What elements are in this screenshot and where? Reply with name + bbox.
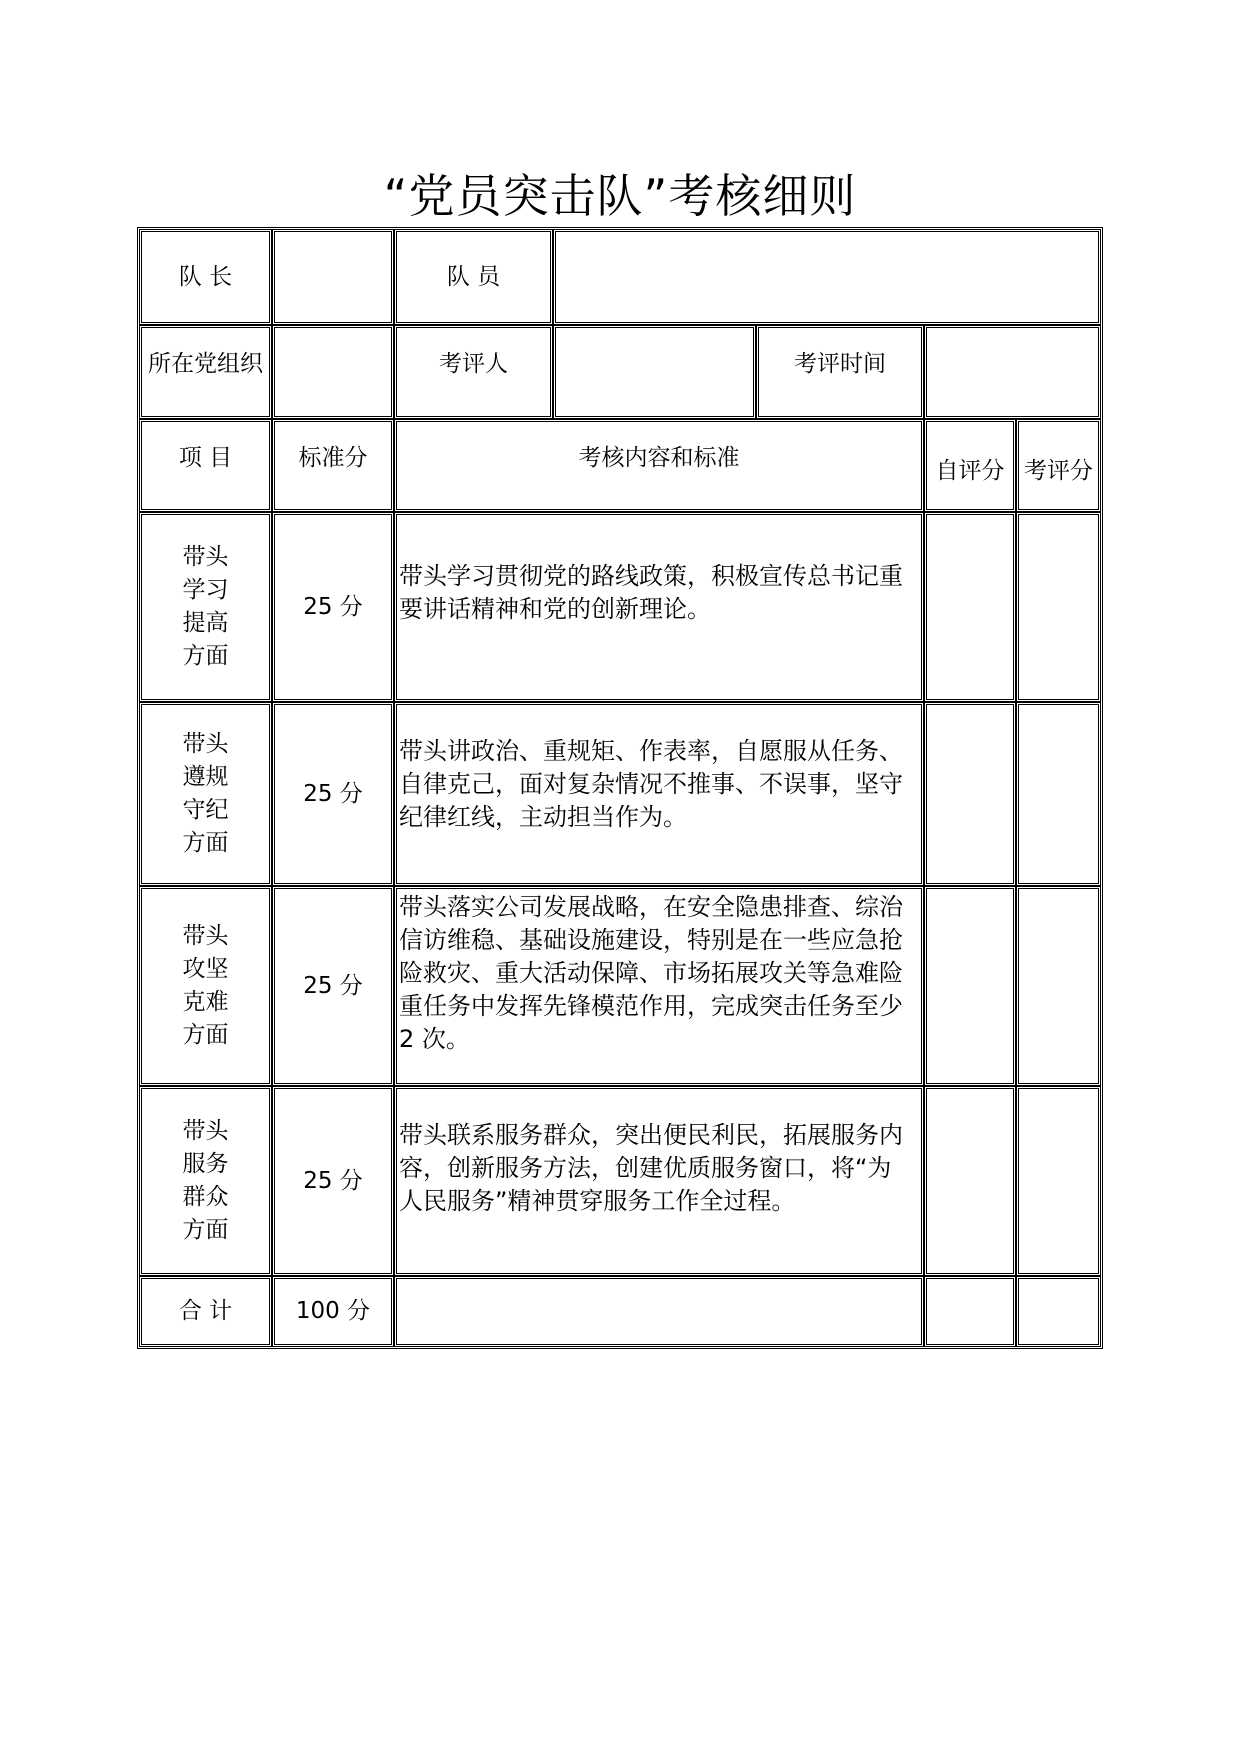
reviewer-label: 考评人 <box>394 325 553 419</box>
review-time-field[interactable] <box>924 325 1101 419</box>
content-discipline: 带头讲政治、重规矩、作表率，自愿服从任务、自律克己，面对复杂情况不推事、不误事，坚守纪律红线，主动担当作为。 <box>394 702 924 886</box>
score-study: 25 分 <box>272 512 394 702</box>
total-score: 100 分 <box>272 1276 394 1347</box>
total-review-score[interactable] <box>1016 1276 1101 1347</box>
item-line: 提高 <box>182 610 229 636</box>
members-label: 队 员 <box>394 229 553 325</box>
item-line: 服务 <box>182 1151 229 1177</box>
item-discipline <box>139 702 272 886</box>
item-line: 带头 <box>182 1118 229 1144</box>
item-line: 方面 <box>182 1217 229 1243</box>
item-line: 带头 <box>182 731 229 757</box>
content-service: 带头联系服务群众，突出便民利民，拓展服务内容，创新服务方法，创建优质服务窗口，将“为人民服务”精神贯穿服务工作全过程。 <box>394 1086 924 1276</box>
total-content <box>394 1276 924 1347</box>
captain-label: 队 长 <box>139 229 272 325</box>
header-standard-score: 标准分 <box>272 419 394 512</box>
item-line: 方面 <box>182 643 229 669</box>
self-score-tackle[interactable] <box>924 886 1016 1086</box>
review-time-label: 考评时间 <box>756 325 924 419</box>
content-tackle: 带头落实公司发展战略，在安全隐患排查、综治信访维稳、基础设施建设，特别是在一些应急抢险救灾、重大活动保障、市场拓展攻关等急难险重任务中发挥先锋模范作用，完成突击任务至少 2 次。 <box>394 886 924 1086</box>
item-line: 带头 <box>182 544 229 570</box>
self-score-study[interactable] <box>924 512 1016 702</box>
item-line: 遵规 <box>182 764 229 790</box>
item-study <box>139 512 272 702</box>
org-label: 所在党组织 <box>139 325 272 419</box>
score-discipline: 25 分 <box>272 702 394 886</box>
total-label: 合 计 <box>139 1276 272 1347</box>
self-score-discipline[interactable] <box>924 702 1016 886</box>
header-self-score: 自评分 <box>924 419 1016 512</box>
header-item: 项 目 <box>139 419 272 512</box>
reviewer-field[interactable] <box>553 325 756 419</box>
header-review-score: 考评分 <box>1016 419 1101 512</box>
item-line: 攻坚 <box>182 956 229 982</box>
review-score-discipline[interactable] <box>1016 702 1101 886</box>
item-line: 守纪 <box>182 797 229 823</box>
review-score-tackle[interactable] <box>1016 886 1101 1086</box>
item-line: 方面 <box>182 830 229 856</box>
item-line: 带头 <box>182 923 229 949</box>
score-tackle: 25 分 <box>272 886 394 1086</box>
review-score-service[interactable] <box>1016 1086 1101 1276</box>
content-study: 带头学习贯彻党的路线政策，积极宣传总书记重要讲话精神和党的创新理论。 <box>394 512 924 702</box>
item-line: 群众 <box>182 1184 229 1210</box>
item-service <box>139 1086 272 1276</box>
item-line: 学习 <box>182 577 229 603</box>
item-line: 方面 <box>182 1022 229 1048</box>
page-title: “党员突击队”考核细则 <box>383 169 857 223</box>
item-tackle <box>139 886 272 1086</box>
review-score-study[interactable] <box>1016 512 1101 702</box>
item-line: 克难 <box>182 989 229 1015</box>
total-self-score[interactable] <box>924 1276 1016 1347</box>
header-content: 考核内容和标准 <box>394 419 924 512</box>
org-field[interactable] <box>272 325 394 419</box>
score-service: 25 分 <box>272 1086 394 1276</box>
members-field[interactable] <box>553 229 1101 325</box>
self-score-service[interactable] <box>924 1086 1016 1276</box>
captain-field[interactable] <box>272 229 394 325</box>
